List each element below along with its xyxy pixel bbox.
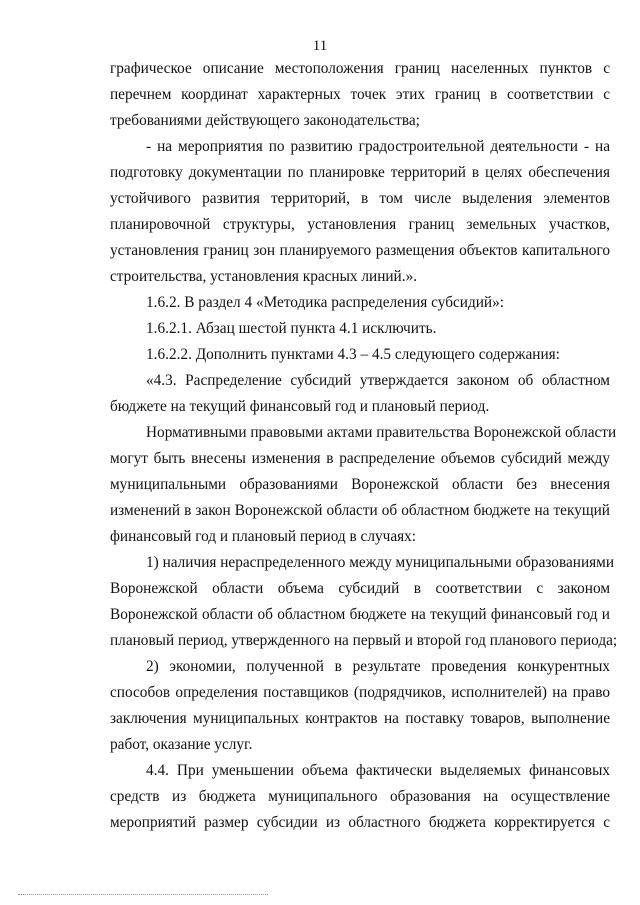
text-line: 1) наличия нераспределенного между муниципальными образованиями (146, 554, 615, 571)
text-line: Нормативными правовыми актами правительства Воронежской области (146, 424, 617, 441)
text-line: - на мероприятия по развитию градостроительной деятельности - на (146, 138, 610, 155)
text-line: муниципальными образованиями Воронежской области без внесения (110, 476, 610, 493)
text-line: 1.6.2.1. Абзац шестой пункта 4.1 исключить. (146, 320, 437, 337)
text-line: Воронежской области об областном бюджете на текущий финансовый год и (110, 606, 610, 623)
text-line: требованиями действующего законодательства; (110, 112, 420, 129)
text-line: заключения муниципальных контрактов на поставку товаров, выполнение (110, 710, 610, 727)
text-line: средств из бюджета муниципального образования на осуществление (110, 788, 610, 805)
text-line: 1.6.2.2. Дополнить пунктами 4.3 – 4.5 следующего содержания: (146, 346, 560, 363)
text-line: 2) экономии, полученной в результате проведения конкурентных (146, 658, 610, 675)
text-line: «4.3. Распределение субсидий утверждается законом об областном (146, 372, 610, 389)
text-line: изменений в закон Воронежской области об областном бюджете на текущий (110, 502, 610, 519)
text-line: работ, оказание услуг. (110, 736, 253, 753)
text-line: 1.6.2. В раздел 4 «Методика распределения субсидий»: (146, 294, 505, 311)
text-line: планировочной структуры, установления границ земельных участков, (110, 216, 610, 233)
text-line: устойчивого развития территорий, в том числе выделения элементов (110, 190, 610, 207)
text-line: подготовку документации по планировке территорий в целях обеспечения (110, 164, 610, 181)
text-line: установления границ зон планируемого размещения объектов капитального (110, 242, 610, 259)
text-line: Воронежской области объема субсидий в соответствии с законом (110, 580, 610, 597)
text-line: строительства, установления красных линий.». (110, 268, 418, 285)
page-number: 11 (312, 38, 328, 54)
text-line: финансовый год и плановый период в случаях: (110, 528, 417, 545)
text-line: 4.4. При уменьшении объема фактически выделяемых финансовых (146, 762, 610, 779)
footer-divider (18, 894, 268, 895)
text-line: мероприятий размер субсидии из областного бюджета корректируется с (110, 814, 610, 831)
text-line: могут быть внесены изменения в распределение объемов субсидий между (110, 450, 610, 467)
text-line: бюджете на текущий финансовый год и плановый период. (110, 398, 490, 415)
text-line: способов определения поставщиков (подрядчиков, исполнителей) на право (110, 684, 610, 701)
text-line: перечнем координат характерных точек этих границ в соответствии с (110, 86, 610, 103)
text-line: плановый период, утвержденного на первый и второй год планового периода; (110, 632, 618, 649)
text-line: графическое описание местоположения границ населенных пунктов с (110, 60, 610, 77)
